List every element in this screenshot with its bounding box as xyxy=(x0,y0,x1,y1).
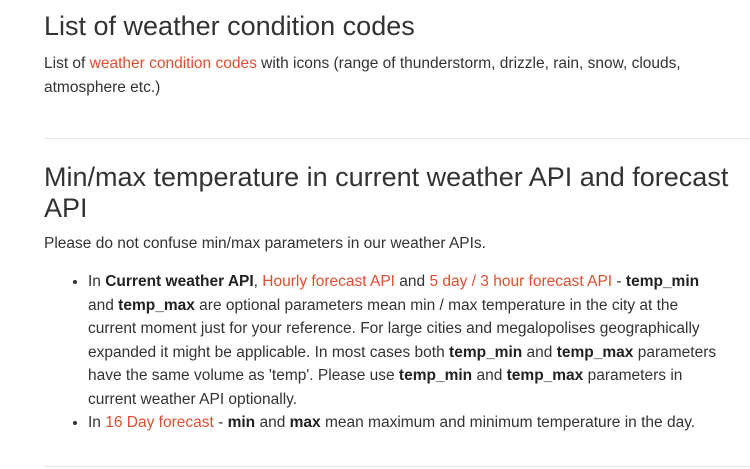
condition-codes-paragraph: List of weather condition codes with icons (range of thunderstorm, drizzle, rain, snow, clouds, atmosphere etc.) xyxy=(44,55,681,96)
min-max-list xyxy=(44,270,728,435)
list-item-16-day-forecast: • In 16 Day forecast - min and max mean maximum and minimum temperature in the day. xyxy=(88,411,728,435)
section-divider xyxy=(44,138,750,139)
bottom-divider xyxy=(44,466,750,467)
hourly-forecast-api-link[interactable]: Hourly forecast API xyxy=(262,273,395,290)
weather-condition-codes-link[interactable]: weather condition codes xyxy=(89,55,257,72)
section-title-min-max: Min/max temperature in current weather API and forecast API xyxy=(44,162,729,223)
16-day-forecast-link[interactable]: 16 Day forecast xyxy=(105,414,214,431)
min-max-intro: Please do not confuse min/max parameters in our weather APIs. xyxy=(44,235,486,252)
list-item-current-weather: • In Current weather API, Hourly forecast API and 5 day / 3 hour forecast API - temp_min and temp_max are optional parameters mean min / max temperature in the city at the current moment just for your reference. For large cities and megalopolises geographically expanded it might be applicable. In most cases both temp_min and temp_max parameters have the same volume as 'temp'. Please use temp_min and temp_max parameters in current weather API optionally. xyxy=(88,270,728,411)
5-day-forecast-api-link[interactable]: 5 day / 3 hour forecast API xyxy=(429,273,613,290)
section-title-condition-codes: List of weather condition codes xyxy=(44,11,415,41)
